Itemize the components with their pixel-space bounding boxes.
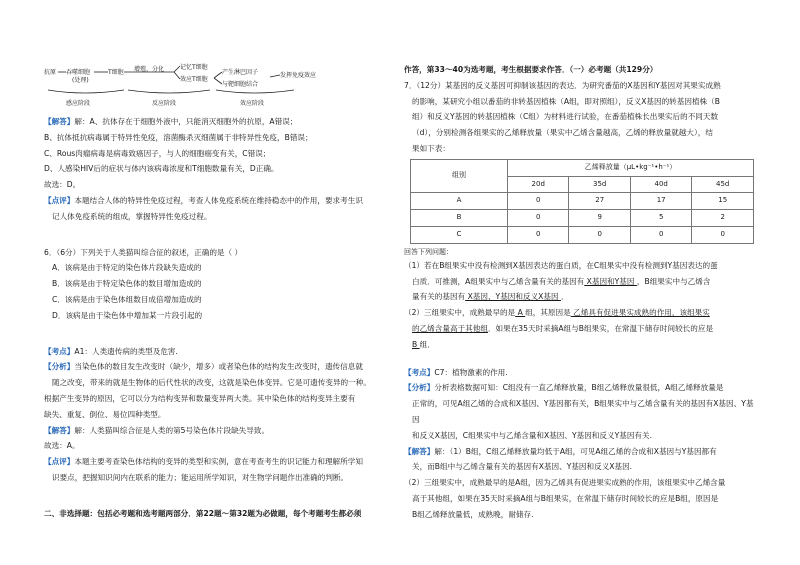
comment-line: 记人体免疫系统的组成，掌握特异性免疫过程。: [52, 211, 212, 221]
analysis-line: 【分析】当染色体的数目发生改变时（缺少，增多）或者染色体的结构发生改变时，遗传信息就: [44, 362, 363, 372]
answer-2-line: B 组．: [412, 339, 435, 349]
table-row: [411, 193, 754, 210]
analysis-line: 和反义X基因，C组果实中与乙烯含量和X基因、Y基因和反义Y基因有关.: [412, 430, 653, 440]
answer-line: C、Rous肉瘤病毒是病毒致癌因子，与人的细胞癌变有关，C错误；: [44, 148, 271, 158]
diagram-node-target-cell: 与靶细胞结合: [222, 81, 259, 88]
table-cell: 0: [630, 226, 691, 243]
table-cell: 0: [508, 226, 569, 243]
table-row: [411, 210, 754, 227]
question-7-line: 组）和反义Y基因的转基因植株（C组）为材料进行试验，在番茄植株长出果实后的不同天数: [412, 112, 719, 122]
table-cell: 5: [630, 210, 691, 227]
solution-line: 关，而B组中与乙烯含量有关的基因有X基因、Y基因和反义X基因.: [412, 462, 633, 472]
ethylene-data-table: [410, 159, 754, 244]
table-group: C: [411, 226, 508, 243]
answer-1-line: 白质．可推测，A组果实中与乙烯含量有关的基因有 X基因和Y基因 ，B组果实中与乙烯含: [412, 276, 711, 286]
question-6-option-b: B．该病是由于特定染色体的数目增加造成的: [52, 279, 202, 289]
immune-process-diagram: [44, 62, 344, 112]
answer-choice: 故选：D。: [44, 180, 81, 190]
answer-line: 【解答】解：A、抗体存在于细胞外液中，只能消灭细胞外的抗原，A错误；: [44, 117, 298, 126]
knowledge-point: 【考点】C7：植物激素的作用.: [404, 367, 508, 377]
diagram-stage-reaction: 反应阶段: [152, 100, 177, 107]
table-day: 40d: [630, 176, 691, 193]
diagram-node-proliferation: 增殖、分化: [134, 66, 165, 73]
answer-1-line: （1）若在B组果实中没有检测到X基因表达的蛋白质，在C组果实中没有检测到Y基因表达的蛋: [404, 260, 718, 270]
analysis-line: 根据产生变异的原因，它可以分为结构变异和数量变异两大类。其中染色体的结构变异主要有: [44, 393, 356, 403]
right-column: [404, 62, 760, 523]
question-6-option-c: C．该病是由于染色体组数目成倍增加造成的: [52, 294, 202, 304]
table-header-measure: 乙烯释放量（μL•kg⁻¹•h⁻¹）: [508, 159, 754, 176]
diagram-node-processing: (处理): [72, 77, 89, 84]
table-row: [411, 226, 754, 243]
table-cell: 0: [508, 193, 569, 210]
diagram-node-phagocyte: 吞噬细胞: [66, 69, 91, 76]
analysis-line: 缺失、重复、倒位、易位四种类型。: [44, 409, 166, 419]
question-6-option-a: A．该病是由于特定的染色体片段缺失造成的: [52, 263, 202, 273]
table-cell: 27: [569, 193, 630, 210]
analysis-line: 正常的，可见A组乙烯的合成和X基因、Y基因都有关，B组果实中与乙烯含量有关的基因有X基因、Y基因: [412, 399, 754, 424]
left-column: [44, 114, 404, 522]
diagram-node-antigen: 抗原: [44, 69, 57, 76]
solution-line: B组乙烯释放量低，成熟晚，耐储存.: [412, 509, 534, 519]
diagram-stage-effect: 效应阶段: [240, 100, 265, 107]
diagram-stage-sensing: 感应阶段: [66, 100, 91, 107]
table-cell: 17: [630, 193, 691, 210]
solution-line: （2）三组果实中，成熟最早的是A组，因为乙烯具有促进果实成熟的作用，该组果实中乙烯含量: [404, 478, 726, 488]
comment-line: 【点评】本题结合人体的特异性免疫过程，考查人体免疫系统在维持稳态中的作用，要求考生识: [44, 195, 363, 205]
comment-line: 识要点，把握知识间内在联系的能力；能运用所学知识，对生物学问题作出准确的判断。: [52, 472, 349, 482]
table-cell: 0: [508, 210, 569, 227]
answer-1-line: 量有关的基因有 X基因、Y基因和反义X基因 ．: [412, 292, 569, 302]
comment-line: 【点评】本题主要考查染色体结构的变异的类型和实例，意在考查考生的识记能力和理解所学知: [44, 457, 363, 467]
question-7-line: 7．（12分）某基因的反义基因可抑制该基因的表达．为研究番茄的X基因和Y基因对其果实成熟: [404, 80, 721, 90]
section-heading-cont: 作答，第33～40为选考题，考生根据要求作答．（一）必考题（共129分）: [404, 65, 658, 74]
answer-2-line: （2）三组果实中，成熟最早的是 A 组，其原因是 乙烯具有促进果实成熟的作用，该组果实: [404, 308, 710, 318]
answer-choice: 故选：A。: [44, 441, 80, 451]
section-heading: 二、非选择题：包括必考题和选考题两部分．第22题～第32题为必做题，每个考题考生都必须: [44, 508, 362, 518]
table-day: 45d: [692, 176, 754, 193]
table-group: B: [411, 210, 508, 227]
table-cell: 9: [569, 210, 630, 227]
solution-line: 【解答】解：（1）B组，C组乙烯释放量均低于A组，可见A组乙烯的合成和X基因与Y基因都有: [404, 446, 717, 456]
diagram-node-t-cell: T细胞: [108, 69, 124, 76]
table-cell: 0: [692, 226, 754, 243]
table-cell: 0: [569, 226, 630, 243]
knowledge-point: 【考点】A1：人类遗传病的类型及危害.: [44, 346, 178, 356]
analysis-line: 随之改变，带来的就是生物体的后代性状的改变，这就是染色体变异。它是可遗传变异的一种。: [52, 378, 371, 388]
solution-line: 【解答】解：人类猫叫综合征是人类的第5号染色体片段缺失导致。: [44, 425, 270, 435]
diagram-node-effector-t: 效应T细胞: [180, 76, 208, 83]
table-header-row: [411, 159, 754, 176]
diagram-node-lymphokine: 产生淋巴因子: [222, 69, 259, 76]
question-6-stem: 6．（6分）下列关于人类猫叫综合征的叙述，正确的是（ ）: [44, 247, 243, 257]
question-7-line: 的影响，某研究小组以番茄的非转基因植株（A组，即对照组），反义X基因的转基因植株（B: [412, 96, 720, 106]
answer-line: B、抗体抵抗病毒属于特异性免疫，溶菌酶杀灭细菌属于非特异性免疫，B错误；: [44, 132, 313, 142]
table-group: A: [411, 193, 508, 210]
question-6-option-d: D．该病是由于染色体中增加某一片段引起的: [52, 310, 203, 320]
table-cell: 2: [692, 210, 754, 227]
solution-line: 高于其他组，如果在35天时采摘A组与B组果实，在常温下储存时间较长的应是B组，原因是: [412, 493, 719, 503]
answer-line: D、人感染HIV后的症状与体内该病毒浓度和T细胞数量有关，D正确。: [44, 164, 279, 174]
analysis-line: 【分析】分析表格数据可知：C组没有一直乙烯释放量，B组乙烯释放量很低，A组乙烯释放量是: [404, 383, 724, 393]
diagram-node-memory-t: 记忆T细胞: [180, 64, 208, 71]
question-7-line: 果如下表：: [412, 143, 450, 153]
question-7-line: （d），分别检测各组果实的乙烯释放量（果实中乙烯含量越高，乙烯的释放量就越大），结: [412, 128, 713, 138]
answer-2-line: 的乙烯含量高于其他组．如果在35天时采摘A组与B组果实，在常温下储存时间较长的应是: [412, 323, 714, 333]
table-cell: 15: [692, 193, 754, 210]
table-day: 20d: [508, 176, 569, 193]
table-day: 35d: [569, 176, 630, 193]
questions-intro: 回答下列问题：: [404, 247, 453, 256]
diagram-node-effect: 发挥免疫效应: [280, 72, 317, 79]
table-header-group: 组别: [411, 159, 508, 193]
